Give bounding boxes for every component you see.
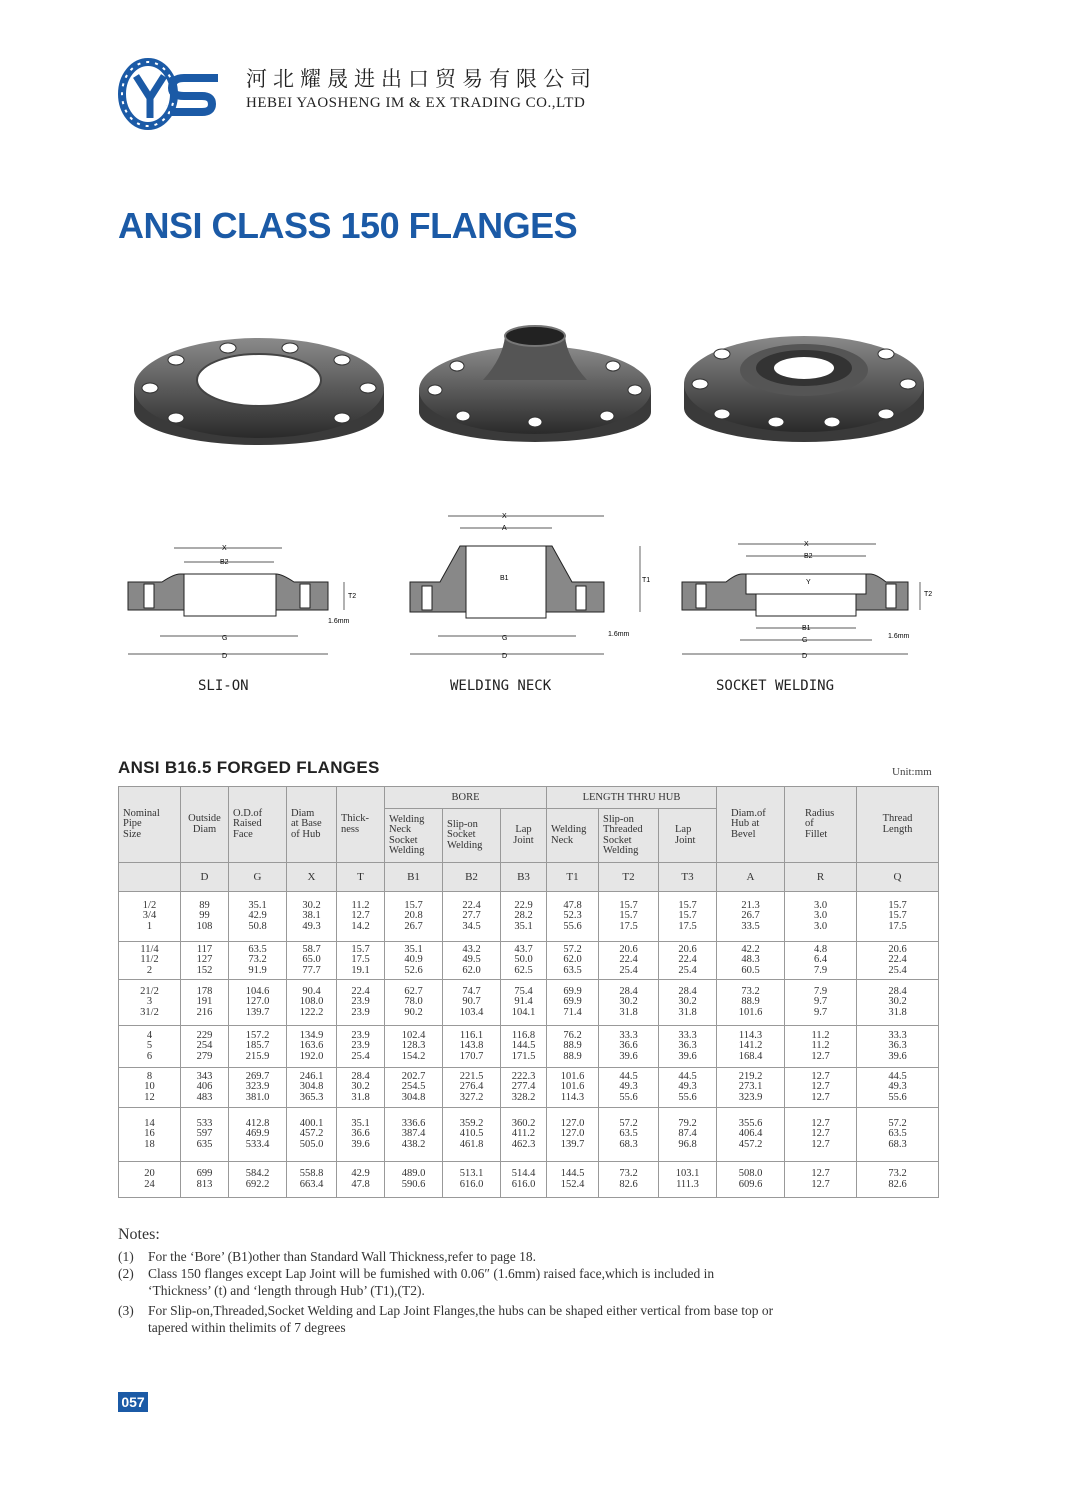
symbol-cell: R (785, 863, 857, 892)
table-row (119, 1026, 939, 1068)
table-row (119, 892, 939, 942)
value-cell: 116.1 143.8 170.7 (443, 1026, 501, 1068)
value-cell: 533 597 635 (181, 1108, 229, 1162)
table-row (119, 1108, 939, 1162)
dim-d-label: D (222, 653, 228, 660)
dim-b2-label: B2 (804, 553, 813, 560)
value-cell: 15.7 15.7 17.5 (599, 892, 659, 942)
symbol-cell: T (337, 863, 385, 892)
value-cell: 221.5 276.4 327.2 (443, 1068, 501, 1108)
value-cell: 62.7 78.0 90.2 (385, 980, 443, 1026)
header-bore-slip-on: Slip-on Socket Welding (443, 809, 501, 863)
value-cell: 15.7 15.7 17.5 (659, 892, 717, 942)
header-thread-length: Thread Length (857, 787, 939, 863)
pipe-size-cell: 11/4 11/2 2 (119, 942, 181, 980)
slip-on-flange-photo (128, 318, 390, 440)
value-cell: 116.8 144.5 171.5 (501, 1026, 547, 1068)
value-cell: 178 191 216 (181, 980, 229, 1026)
value-cell: 20.6 22.4 25.4 (857, 942, 939, 980)
table-row (119, 1068, 939, 1108)
dim-d-label: D (802, 653, 808, 660)
header-bore-lap-joint: Lap Joint (501, 809, 547, 863)
value-cell: 101.6 101.6 114.3 (547, 1068, 599, 1108)
dim-g-label: G (802, 637, 808, 644)
value-cell: 44.5 49.3 55.6 (857, 1068, 939, 1108)
value-cell: 12.7 12.7 (785, 1162, 857, 1198)
value-cell: 58.7 65.0 77.7 (287, 942, 337, 980)
value-cell: 74.7 90.7 103.4 (443, 980, 501, 1026)
value-cell: 117 127 152 (181, 942, 229, 980)
socket-welding-diagram (676, 536, 938, 666)
value-cell: 343 406 483 (181, 1068, 229, 1108)
dim-t2-label: T2 (348, 593, 357, 600)
value-cell: 558.8 663.4 (287, 1162, 337, 1198)
raised-face-label: 1.6mm (888, 633, 910, 640)
value-cell: 33.3 36.3 39.6 (857, 1026, 939, 1068)
value-cell: 12.7 12.7 12.7 (785, 1068, 857, 1108)
dim-y-label: Y (806, 579, 811, 586)
value-cell: 508.0 609.6 (717, 1162, 785, 1198)
value-cell: 513.1 616.0 (443, 1162, 501, 1198)
value-cell: 15.7 17.5 19.1 (337, 942, 385, 980)
pipe-size-cell: 1/2 3/4 1 (119, 892, 181, 942)
dim-t2-label: T2 (924, 591, 933, 598)
value-cell: 4.8 6.4 7.9 (785, 942, 857, 980)
section-title: ANSI B16.5 FORGED FLANGES (118, 758, 380, 777)
value-cell: 35.1 42.9 50.8 (229, 892, 287, 942)
value-cell: 144.5 152.4 (547, 1162, 599, 1198)
symbol-cell: T3 (659, 863, 717, 892)
dim-x-label: X (222, 545, 227, 552)
symbol-cell: B3 (501, 863, 547, 892)
dim-d-label: D (502, 653, 508, 660)
value-cell: 699 813 (181, 1162, 229, 1198)
value-cell: 15.7 15.7 17.5 (857, 892, 939, 942)
header-radius-fillet: Radius of Fillet (785, 787, 857, 863)
symbol-cell: B1 (385, 863, 443, 892)
slip-on-caption: SLI-ON (198, 678, 249, 694)
value-cell: 76.2 88.9 88.9 (547, 1026, 599, 1068)
dim-b2-label: B2 (220, 559, 229, 566)
value-cell: 33.3 36.6 39.6 (599, 1026, 659, 1068)
value-cell: 222.3 277.4 328.2 (501, 1068, 547, 1108)
value-cell: 33.3 36.3 39.6 (659, 1026, 717, 1068)
welding-neck-flange-photo (413, 318, 658, 440)
value-cell: 103.1 111.3 (659, 1162, 717, 1198)
dim-g-label: G (502, 635, 508, 642)
value-cell: 412.8 469.9 533.4 (229, 1108, 287, 1162)
value-cell: 22.9 28.2 35.1 (501, 892, 547, 942)
value-cell: 355.6 406.4 457.2 (717, 1108, 785, 1162)
table-row (119, 1162, 939, 1198)
value-cell: 229 254 279 (181, 1026, 229, 1068)
value-cell: 134.9 163.6 192.0 (287, 1026, 337, 1068)
dim-b1-label: B1 (500, 575, 509, 582)
value-cell: 47.8 52.3 55.6 (547, 892, 599, 942)
welding-neck-caption: WELDING NECK (450, 678, 552, 694)
dim-x-label: X (502, 513, 507, 520)
header-length-thru-hub: LENGTH THRU HUB (547, 787, 717, 809)
flange-dimension-table (118, 786, 939, 1198)
pipe-size-cell: 8 10 12 (119, 1068, 181, 1108)
value-cell: 400.1 457.2 505.0 (287, 1108, 337, 1162)
value-cell: 114.3 141.2 168.4 (717, 1026, 785, 1068)
value-cell: 219.2 273.1 323.9 (717, 1068, 785, 1108)
company-name-chinese: 河北耀晟进出口贸易有限公司 (246, 67, 597, 91)
value-cell: 35.1 36.6 39.6 (337, 1108, 385, 1162)
value-cell: 127.0 127.0 139.7 (547, 1108, 599, 1162)
header-raised-face: O.D.of Raised Face (229, 787, 287, 863)
raised-face-label: 1.6mm (328, 618, 350, 625)
value-cell: 42.9 47.8 (337, 1162, 385, 1198)
value-cell: 22.4 23.9 23.9 (337, 980, 385, 1026)
company-name-english: HEBEI YAOSHENG IM & EX TRADING CO.,LTD (246, 95, 586, 111)
value-cell: 73.2 82.6 (857, 1162, 939, 1198)
note-1: (1) For the ‘Bore’ (B1)other than Standard Wall Thickness,refer to page 18. (118, 1249, 537, 1264)
value-cell: 3.0 3.0 3.0 (785, 892, 857, 942)
symbol-cell: B2 (443, 863, 501, 892)
value-cell: 15.7 20.8 26.7 (385, 892, 443, 942)
notes-title: Notes: (118, 1226, 160, 1243)
value-cell: 30.2 38.1 49.3 (287, 892, 337, 942)
value-cell: 89 99 108 (181, 892, 229, 942)
value-cell: 514.4 616.0 (501, 1162, 547, 1198)
value-cell: 584.2 692.2 (229, 1162, 287, 1198)
logo-text: YS (166, 106, 168, 107)
value-cell: 57.2 62.0 63.5 (547, 942, 599, 980)
value-cell: 28.4 30.2 31.8 (337, 1068, 385, 1108)
pipe-size-cell: 14 16 18 (119, 1108, 181, 1162)
symbol-cell: T2 (599, 863, 659, 892)
pipe-size-cell: 21/2 3 31/2 (119, 980, 181, 1026)
symbol-cell: T1 (547, 863, 599, 892)
value-cell: 104.6 127.0 139.7 (229, 980, 287, 1026)
value-cell: 35.1 40.9 52.6 (385, 942, 443, 980)
value-cell: 57.2 63.5 68.3 (599, 1108, 659, 1162)
raised-face-label: 1.6mm (608, 631, 630, 638)
value-cell: 22.4 27.7 34.5 (443, 892, 501, 942)
value-cell: 73.2 88.9 101.6 (717, 980, 785, 1026)
page-number: 057 (118, 1392, 148, 1412)
note-3: (3) For Slip-on,Threaded,Socket Welding and Lap Joint Flanges,the hubs can be shaped either vertical from base top or tapered within thelimits of 7 degrees (118, 1303, 774, 1335)
symbol-cell: X (287, 863, 337, 892)
header-length-lap-joint: Lap Joint (659, 809, 717, 863)
socket-welding-caption: SOCKET WELDING (716, 678, 835, 694)
value-cell: 336.6 387.4 438.2 (385, 1108, 443, 1162)
value-cell: 42.2 48.3 60.5 (717, 942, 785, 980)
value-cell: 269.7 323.9 381.0 (229, 1068, 287, 1108)
value-cell: 44.5 49.3 55.6 (599, 1068, 659, 1108)
value-cell: 43.2 49.5 62.0 (443, 942, 501, 980)
value-cell: 28.4 30.2 31.8 (599, 980, 659, 1026)
value-cell: 75.4 91.4 104.1 (501, 980, 547, 1026)
value-cell: 90.4 108.0 122.2 (287, 980, 337, 1026)
pipe-size-cell: 4 5 6 (119, 1026, 181, 1068)
value-cell: 28.4 30.2 31.8 (857, 980, 939, 1026)
header-nominal-pipe-size: Nominal Pipe Size (119, 787, 181, 863)
slip-on-diagram (122, 538, 357, 666)
value-cell: 360.2 411.2 462.3 (501, 1108, 547, 1162)
value-cell: 102.4 128.3 154.2 (385, 1026, 443, 1068)
value-cell: 12.7 12.7 12.7 (785, 1108, 857, 1162)
value-cell: 44.5 49.3 55.6 (659, 1068, 717, 1108)
symbol-cell: A (717, 863, 785, 892)
symbol-cell: D (181, 863, 229, 892)
value-cell: 202.7 254.5 304.8 (385, 1068, 443, 1108)
header-bore-welding-neck: Welding Neck Socket Welding (385, 809, 443, 863)
dim-g-label: G (222, 635, 228, 642)
dim-a-label: A (502, 525, 507, 532)
header-diam-base-hub: Diam at Base of Hub (287, 787, 337, 863)
value-cell: 69.9 69.9 71.4 (547, 980, 599, 1026)
value-cell: 28.4 30.2 31.8 (659, 980, 717, 1026)
value-cell: 246.1 304.8 365.3 (287, 1068, 337, 1108)
value-cell: 57.2 63.5 68.3 (857, 1108, 939, 1162)
value-cell: 20.6 22.4 25.4 (599, 942, 659, 980)
header-diam-hub-bevel: Diam.of Hub at Bevel (717, 787, 785, 863)
header-bore: BORE (385, 787, 547, 809)
header-length-welding-neck: Welding Neck (547, 809, 599, 863)
socket-welding-flange-photo (680, 318, 928, 440)
symbol-cell: Q (857, 863, 939, 892)
value-cell: 79.2 87.4 96.8 (659, 1108, 717, 1162)
value-cell: 20.6 22.4 25.4 (659, 942, 717, 980)
unit-label: Unit:mm (892, 766, 932, 778)
company-logo (118, 56, 230, 132)
value-cell: 63.5 73.2 91.9 (229, 942, 287, 980)
page-title: ANSI CLASS 150 FLANGES (118, 205, 578, 246)
symbol-row (119, 863, 939, 892)
header-thickness: Thick- ness (337, 787, 385, 863)
value-cell: 489.0 590.6 (385, 1162, 443, 1198)
header-length-slip-on: Slip-on Threaded Socket Welding (599, 809, 659, 863)
welding-neck-diagram (404, 508, 654, 666)
value-cell: 359.2 410.5 461.8 (443, 1108, 501, 1162)
value-cell: 43.7 50.0 62.5 (501, 942, 547, 980)
table-row (119, 980, 939, 1026)
value-cell: 7.9 9.7 9.7 (785, 980, 857, 1026)
value-cell: 23.9 23.9 25.4 (337, 1026, 385, 1068)
pipe-size-cell: 20 24 (119, 1162, 181, 1198)
dim-b1-label: B1 (802, 625, 811, 632)
value-cell: 11.2 11.2 12.7 (785, 1026, 857, 1068)
symbol-cell: G (229, 863, 287, 892)
dim-t1-label: T1 (642, 577, 651, 584)
note-2: (2) Class 150 flanges except Lap Joint will be fumished with 0.06″ (1.6mm) raised face,which is included in ‘Thickness’ (t) and ‘length through Hub’ (T1),(T2). (118, 1266, 715, 1298)
value-cell: 11.2 12.7 14.2 (337, 892, 385, 942)
value-cell: 21.3 26.7 33.5 (717, 892, 785, 942)
header-outside-diam: Outside Diam (181, 787, 229, 863)
value-cell: 73.2 82.6 (599, 1162, 659, 1198)
value-cell: 157.2 185.7 215.9 (229, 1026, 287, 1068)
dim-x-label: X (804, 541, 809, 548)
table-row (119, 942, 939, 980)
